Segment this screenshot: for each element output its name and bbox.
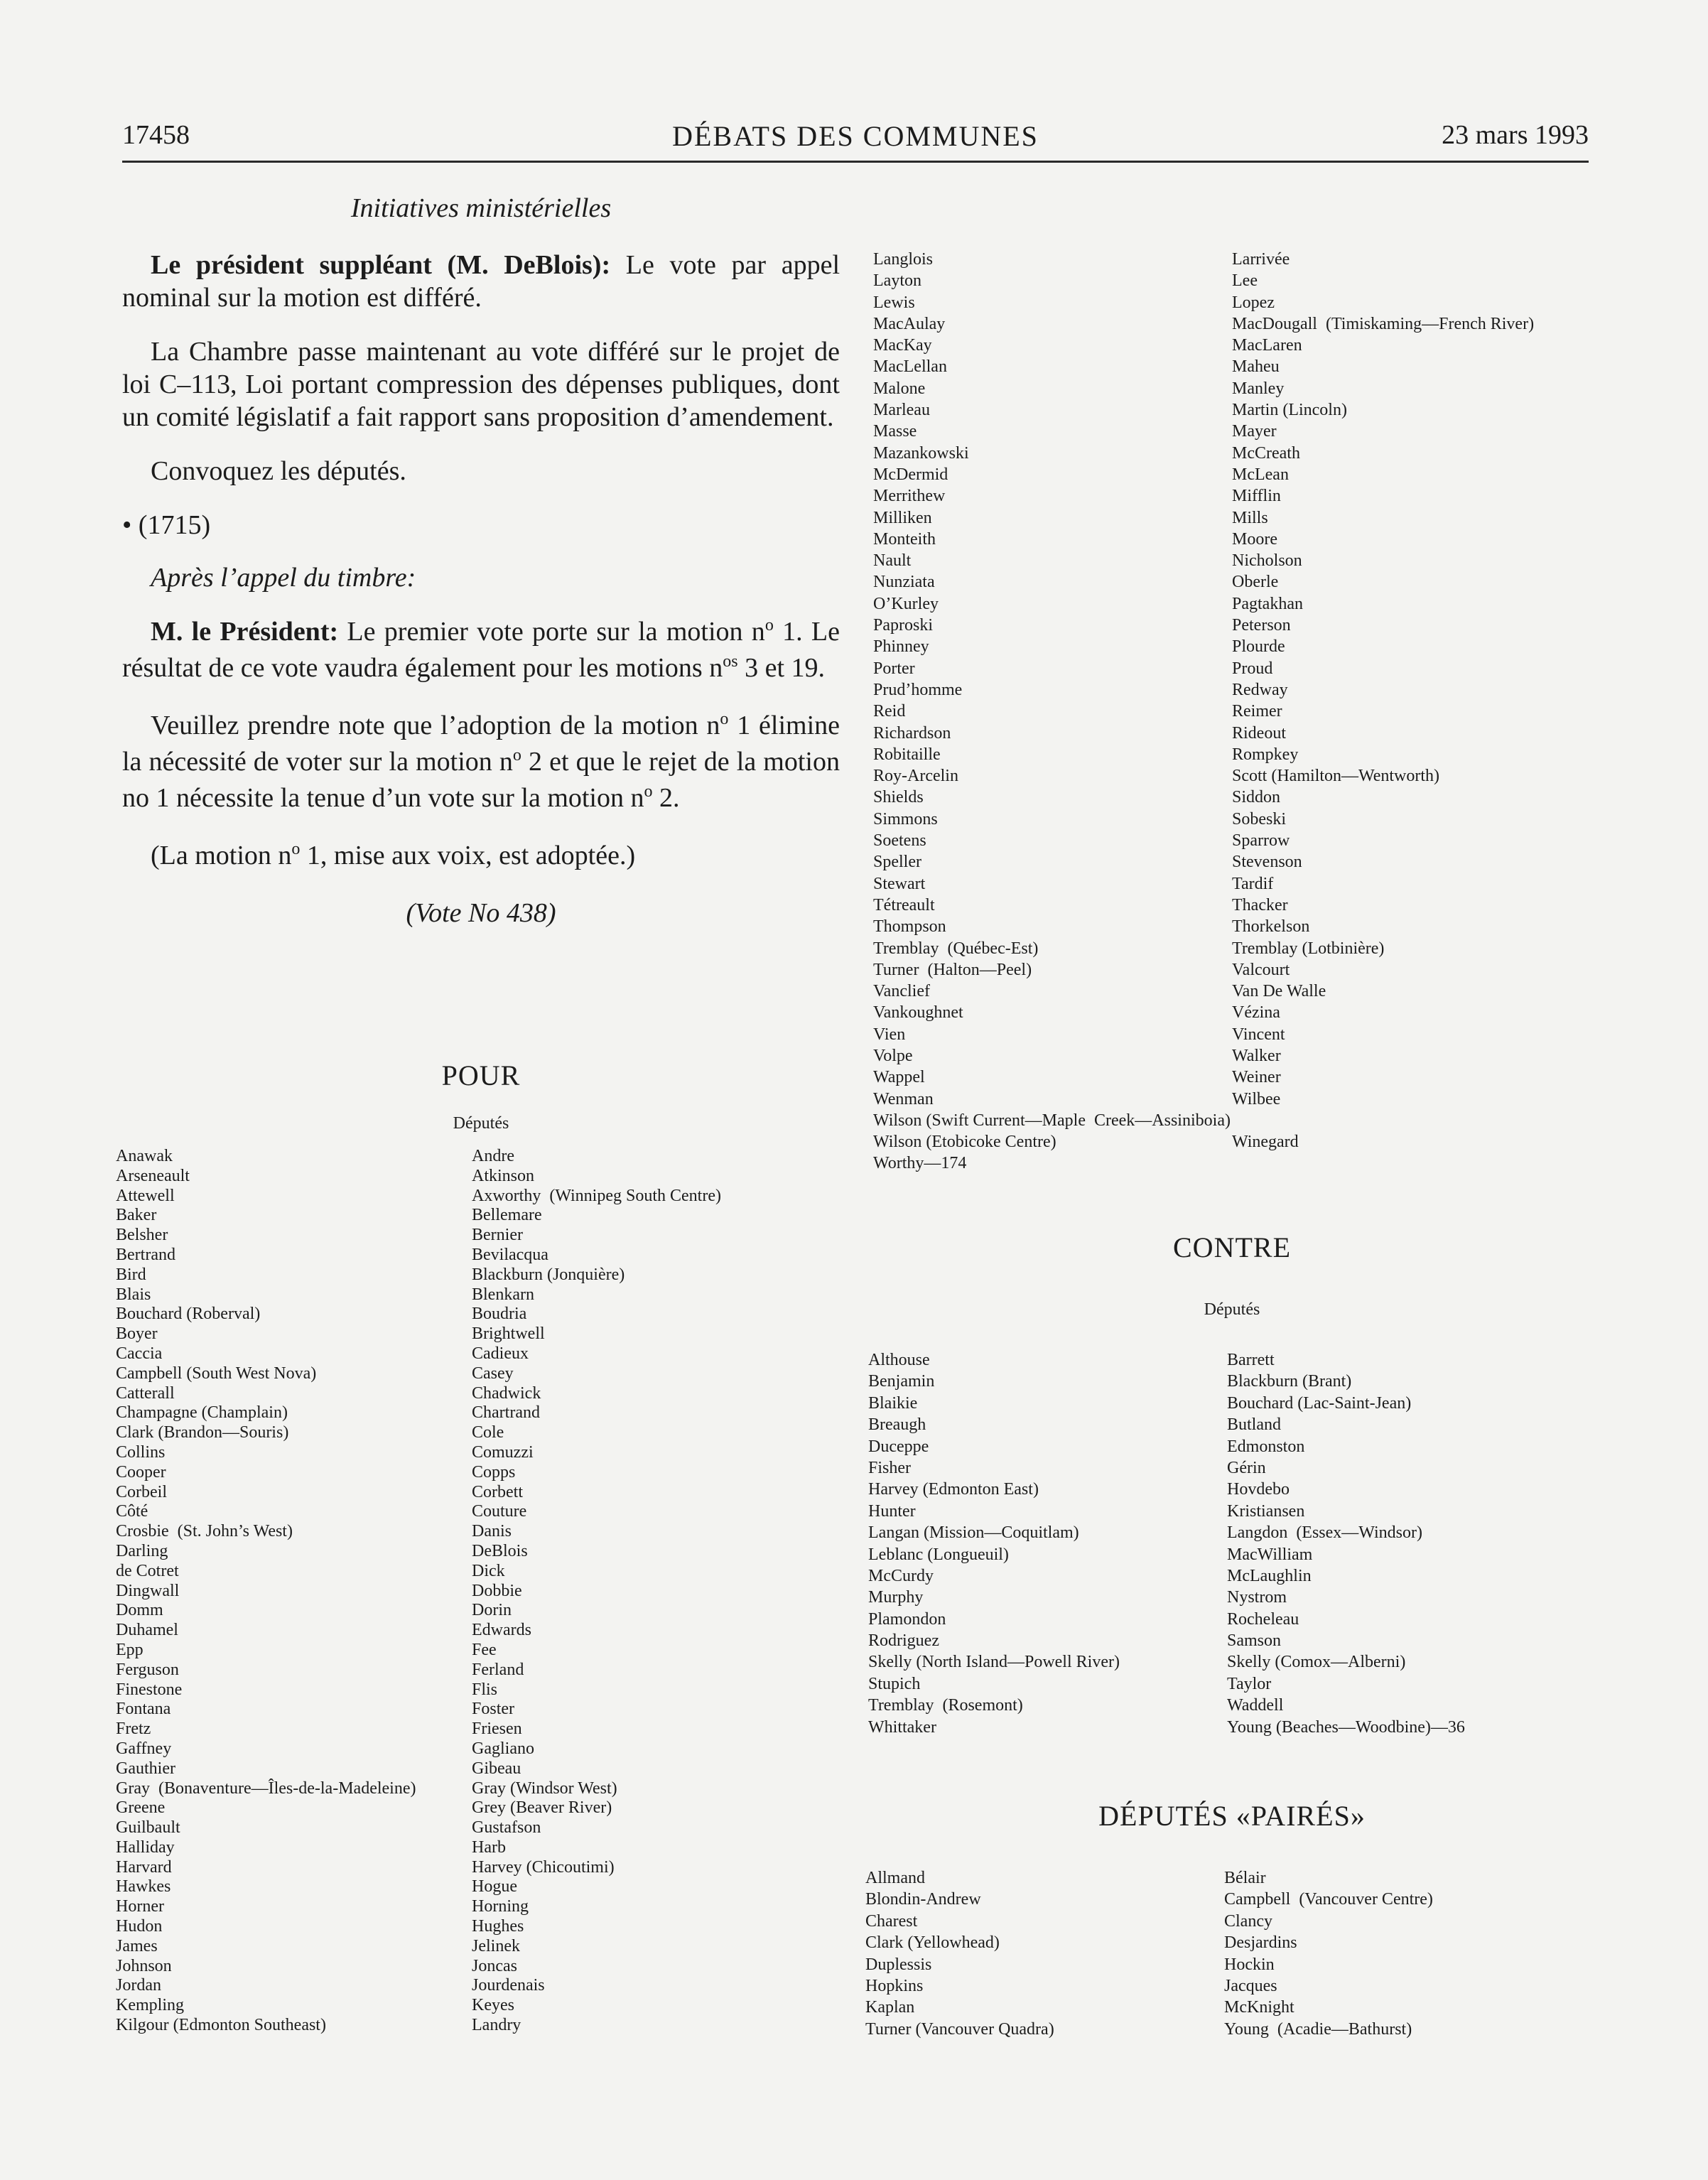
paragraph-note — [122, 709, 840, 818]
member-name: Allmand — [865, 1869, 925, 1887]
member-name: Nault — [873, 551, 912, 571]
page-number: 17458 — [122, 120, 190, 150]
member-name: Tremblay (Québec-Est) — [873, 939, 1039, 958]
member-name: Shields — [873, 788, 924, 807]
member-name: Van De Walle — [1232, 982, 1326, 1001]
member-name: Siddon — [1232, 788, 1281, 807]
member-name: Redway — [1232, 680, 1288, 699]
member-name: Pagtakhan — [1232, 594, 1303, 613]
member-name: Maheu — [1232, 357, 1280, 377]
member-name: McCurdy — [868, 1566, 934, 1585]
member-name: Cooper — [116, 1462, 166, 1482]
member-name: Dingwall — [116, 1581, 180, 1600]
contre-subheading: Députés — [1204, 1300, 1260, 1319]
member-name: Lee — [1232, 271, 1258, 291]
member-name: Gustafson — [472, 1818, 541, 1838]
member-name: Desjardins — [1224, 1933, 1297, 1953]
member-name: Prud’homme — [873, 680, 963, 699]
member-name: Milliken — [873, 508, 932, 527]
member-name: Masse — [873, 422, 917, 441]
speech-text: Le premier vote porte sur la motion n — [338, 617, 765, 647]
member-name: Lewis — [873, 293, 915, 312]
member-name: Tremblay (Lotbinière) — [1232, 939, 1385, 958]
member-name: Axworthy (Winnipeg South Centre) — [472, 1186, 721, 1205]
member-name: McKnight — [1224, 1998, 1294, 2017]
member-name: Kilgour (Edmonton Southeast) — [116, 2016, 326, 2035]
member-name: Winegard — [1232, 1133, 1299, 1152]
member-name: Hudon — [116, 1917, 163, 1936]
member-name: Reimer — [1232, 702, 1282, 721]
member-name: Boyer — [116, 1324, 158, 1344]
member-name: Gray (Windsor West) — [472, 1779, 617, 1798]
member-name: Kaplan — [865, 1998, 915, 2017]
paires-column-1 — [865, 1869, 1054, 2041]
member-name: Leblanc (Longueuil) — [868, 1545, 1009, 1564]
member-name: Guilbault — [116, 1818, 180, 1838]
member-name: Soetens — [873, 831, 926, 851]
member-name: Mayer — [1232, 422, 1277, 441]
member-name: Reid — [873, 702, 906, 721]
member-name: Tremblay (Rosemont) — [868, 1696, 1023, 1715]
paragraph-after-bell: Après l’appel du timbre: — [151, 563, 416, 593]
member-name: Oberle — [1232, 573, 1279, 592]
speech-text: (La motion n — [151, 841, 292, 870]
member-name: Monteith — [873, 529, 936, 549]
member-name: Gérin — [1227, 1458, 1266, 1477]
member-name: Walker — [1232, 1046, 1281, 1065]
member-name: Clark (Yellowhead) — [865, 1933, 1000, 1953]
issue-date: 23 mars 1993 — [1442, 120, 1589, 150]
speech-text: 3 et 19. — [737, 653, 826, 683]
speaker-name: M. le Président: — [151, 617, 339, 647]
member-name: MacLaren — [1232, 336, 1302, 355]
member-name: Langlois — [873, 250, 933, 269]
member-name: Ferguson — [116, 1660, 179, 1679]
pour-column-3 — [873, 250, 1231, 1176]
member-name: Vien — [873, 1025, 906, 1044]
member-name: Catterall — [116, 1383, 175, 1403]
member-name: Bertrand — [116, 1245, 175, 1264]
member-name: Blackburn (Brant) — [1227, 1372, 1352, 1391]
member-name: Fisher — [868, 1458, 911, 1477]
member-name: Weiner — [1232, 1068, 1281, 1087]
member-name: Baker — [116, 1206, 157, 1225]
member-name: Epp — [116, 1640, 144, 1659]
member-name: McCreath — [1232, 443, 1300, 463]
speech-text: 2. — [652, 783, 680, 813]
member-name: Foster — [472, 1700, 514, 1719]
member-name: Roy-Arcelin — [873, 767, 958, 786]
member-name: Worthy—174 — [873, 1154, 967, 1173]
contre-column-1 — [868, 1351, 1120, 1739]
member-name: Murphy — [868, 1588, 924, 1607]
member-name: Fretz — [116, 1720, 151, 1739]
member-name: Hockin — [1224, 1955, 1275, 1974]
member-name: Edmonston — [1227, 1437, 1305, 1456]
member-name: Nicholson — [1232, 551, 1302, 571]
member-name: Hawkes — [116, 1877, 171, 1896]
member-name: Rideout — [1232, 723, 1286, 743]
member-name: Duplessis — [865, 1955, 932, 1974]
member-name: O’Kurley — [873, 594, 939, 613]
member-name: Clancy — [1224, 1911, 1272, 1931]
member-name: Horning — [472, 1897, 529, 1916]
member-name: Grey (Beaver River) — [472, 1798, 612, 1818]
member-name: Jourdenais — [472, 1976, 545, 1995]
member-name: Rocheleau — [1227, 1609, 1299, 1629]
journal-title: DÉBATS DES COMMUNES — [672, 120, 1039, 152]
member-name: Hughes — [472, 1917, 524, 1936]
member-name: de Cotret — [116, 1561, 179, 1580]
speech-text: Le vote par appel nominal sur la motion est différé. — [122, 250, 840, 313]
member-name: Thacker — [1232, 895, 1288, 914]
member-name: Blackburn (Jonquière) — [472, 1265, 625, 1284]
member-name: Gray (Bonaventure—Îles-de-la-Madeleine) — [116, 1779, 416, 1798]
member-name: Young (Acadie—Bathurst) — [1224, 2019, 1412, 2039]
member-name: Halliday — [116, 1838, 175, 1857]
member-name: Arseneault — [116, 1166, 190, 1185]
member-name: Fee — [472, 1640, 497, 1659]
member-name: Rodriguez — [868, 1631, 939, 1651]
member-name: Sobeski — [1232, 809, 1287, 829]
member-name: Blais — [116, 1285, 151, 1304]
contre-column-2 — [1227, 1351, 1465, 1739]
member-name: Ferland — [472, 1660, 524, 1679]
member-name: Landry — [472, 2016, 521, 2035]
member-name: Sparrow — [1232, 831, 1290, 851]
member-name: Couture — [472, 1502, 527, 1521]
member-name: Harvey (Edmonton East) — [868, 1480, 1039, 1499]
member-name: Valcourt — [1232, 960, 1290, 979]
member-name: Cadieux — [472, 1344, 529, 1363]
member-name: McLean — [1232, 465, 1289, 484]
member-name: Butland — [1227, 1415, 1281, 1435]
member-name: Mills — [1232, 508, 1268, 527]
member-name: Corbett — [472, 1482, 523, 1501]
member-name: Langdon (Essex—Windsor) — [1227, 1523, 1422, 1543]
member-name: Malone — [873, 379, 926, 398]
member-name: Joncas — [472, 1956, 517, 1975]
member-name: Taylor — [1227, 1674, 1272, 1693]
member-name: Kempling — [116, 1996, 184, 2015]
member-name: Turner (Halton—Peel) — [873, 960, 1032, 979]
header-rule — [122, 161, 1589, 163]
speech-text: 1, mise aux voix, est adoptée.) — [300, 841, 636, 870]
paragraph-motion-adopted — [122, 839, 840, 875]
member-name: Collins — [116, 1442, 166, 1462]
member-name: Simmons — [873, 809, 938, 829]
member-name: Copps — [472, 1462, 516, 1482]
member-name: Greene — [116, 1798, 166, 1818]
member-name: Harvard — [116, 1857, 172, 1877]
member-name: Vincent — [1232, 1025, 1285, 1044]
time-stamp: • (1715) — [122, 510, 211, 540]
member-name: Bouchard (Roberval) — [116, 1305, 261, 1324]
section-heading: Initiatives ministérielles — [350, 193, 612, 223]
member-name: Boudria — [472, 1305, 527, 1324]
paragraph-speaker-deblois — [122, 249, 840, 314]
member-name: James — [116, 1936, 158, 1955]
superscript: o — [764, 616, 774, 635]
member-name: Nystrom — [1227, 1588, 1287, 1607]
member-name: Attewell — [116, 1186, 175, 1205]
member-name: MacAulay — [873, 314, 946, 333]
member-name: Duceppe — [868, 1437, 929, 1456]
vote-number: (Vote No 438) — [406, 898, 556, 928]
member-name: Thorkelson — [1232, 917, 1310, 937]
member-name: Hunter — [868, 1501, 916, 1521]
member-name: Campbell (Vancouver Centre) — [1224, 1890, 1433, 1909]
member-name: Mifflin — [1232, 487, 1281, 506]
member-name: Côté — [116, 1502, 148, 1521]
member-name: Cole — [472, 1423, 504, 1442]
member-name: Barrett — [1227, 1351, 1275, 1369]
member-name: DeBlois — [472, 1541, 528, 1560]
member-name: Scott (Hamilton—Wentworth) — [1232, 767, 1440, 786]
member-name: Layton — [873, 271, 921, 291]
speech-text: 1 élimine la nécessité de voter sur la motion n — [122, 711, 840, 777]
member-name: Jacques — [1224, 1976, 1277, 1995]
member-name: Vanclief — [873, 982, 930, 1001]
member-name: Turner (Vancouver Quadra) — [865, 2019, 1054, 2039]
member-name: Young (Beaches—Woodbine)—36 — [1227, 1717, 1465, 1737]
member-name: Flis — [472, 1680, 498, 1699]
pour-heading: POUR — [441, 1059, 521, 1091]
member-name: Darling — [116, 1541, 168, 1560]
member-name: Mazankowski — [873, 443, 969, 463]
member-name: Langan (Mission—Coquitlam) — [868, 1523, 1079, 1543]
member-name: Finestone — [116, 1680, 183, 1699]
member-name: MacKay — [873, 336, 932, 355]
member-name: Harb — [472, 1838, 506, 1857]
member-name: Dick — [472, 1561, 505, 1580]
superscript: os — [723, 652, 738, 671]
member-name: Richardson — [873, 723, 951, 743]
member-name: Peterson — [1232, 616, 1291, 635]
member-name: Jelinek — [472, 1936, 520, 1955]
member-name: Hopkins — [865, 1976, 924, 1995]
member-name: Andre — [472, 1147, 514, 1165]
member-name: Rompkey — [1232, 745, 1299, 764]
member-name: Kristiansen — [1227, 1501, 1305, 1521]
superscript: o — [291, 840, 301, 858]
member-name: Blondin-Andrew — [865, 1890, 981, 1909]
member-name: Thompson — [873, 917, 946, 937]
superscript: o — [720, 710, 729, 728]
member-name: Gauthier — [116, 1759, 175, 1778]
member-name: Plourde — [1232, 637, 1285, 657]
member-name: Dobbie — [472, 1581, 522, 1600]
member-name: Benjamin — [868, 1372, 935, 1391]
member-name: Belsher — [116, 1226, 168, 1245]
member-name: Paproski — [873, 616, 933, 635]
member-name: Manley — [1232, 379, 1285, 398]
member-name: Crosbie (St. John’s West) — [116, 1522, 293, 1541]
member-name: Phinney — [873, 637, 929, 657]
member-name: Speller — [873, 853, 921, 872]
member-name: Gaffney — [116, 1739, 172, 1758]
member-name: Moore — [1232, 529, 1277, 549]
member-name: Plamondon — [868, 1609, 946, 1629]
pour-subheading: Députés — [453, 1114, 509, 1133]
member-name: Keyes — [472, 1996, 514, 2015]
member-name: Duhamel — [116, 1621, 178, 1640]
speaker-name: Le président suppléant (M. DeBlois): — [151, 250, 611, 280]
member-name: Edwards — [472, 1621, 531, 1640]
member-name: Brightwell — [472, 1324, 545, 1344]
member-name: Skelly (Comox—Alberni) — [1227, 1653, 1406, 1672]
member-name: Waddell — [1227, 1696, 1284, 1715]
member-name: Wilbee — [1232, 1089, 1281, 1108]
member-name: Proud — [1232, 659, 1273, 678]
member-name: Friesen — [472, 1720, 522, 1739]
member-name: Porter — [873, 659, 915, 678]
member-name: Martin (Lincoln) — [1232, 401, 1347, 420]
member-name: Chartrand — [472, 1403, 540, 1423]
member-name: Blenkarn — [472, 1285, 534, 1304]
contre-heading: CONTRE — [1173, 1231, 1291, 1263]
member-name: Anawak — [116, 1147, 173, 1165]
member-name: Larrivée — [1232, 250, 1290, 269]
member-name — [1232, 1111, 1534, 1133]
speech-text: 1. Le résultat de ce vote vaudra également pour les motions n — [122, 617, 840, 683]
member-name: Jordan — [116, 1976, 161, 1995]
member-name: Clark (Brandon—Souris) — [116, 1423, 289, 1442]
member-name: Tétreault — [873, 895, 935, 914]
member-name: Champagne (Champlain) — [116, 1403, 288, 1423]
member-name: Blaikie — [868, 1393, 918, 1413]
member-name: Vankoughnet — [873, 1003, 963, 1022]
member-name: Casey — [472, 1364, 514, 1383]
member-name: Lopez — [1232, 293, 1275, 312]
member-name: Dorin — [472, 1601, 512, 1620]
member-name: Fontana — [116, 1700, 171, 1719]
paires-column-2 — [1224, 1869, 1433, 2041]
proceedings-text — [122, 192, 840, 951]
member-name: Danis — [472, 1522, 512, 1541]
member-name: Campbell (South West Nova) — [116, 1364, 317, 1383]
paires-heading: DÉPUTÉS «PAIRÉS» — [1098, 1800, 1366, 1832]
member-name: Bélair — [1224, 1869, 1266, 1887]
member-name: McDermid — [873, 465, 948, 484]
member-name: Comuzzi — [472, 1442, 534, 1462]
member-name: Samson — [1227, 1631, 1282, 1651]
member-name: Wilson (Etobicoke Centre) — [873, 1133, 1056, 1152]
member-name: Vézina — [1232, 1003, 1280, 1022]
member-name: Stupich — [868, 1674, 921, 1693]
member-name: Corbeil — [116, 1482, 167, 1501]
member-name: Johnson — [116, 1956, 172, 1975]
member-name: Althouse — [868, 1351, 930, 1369]
pour-column-2 — [472, 1147, 721, 2036]
member-name: Nunziata — [873, 573, 935, 592]
member-name: Atkinson — [472, 1166, 535, 1185]
paragraph-speaker-president — [122, 615, 840, 688]
member-name: Bevilacqua — [472, 1245, 548, 1264]
member-name: Gibeau — [472, 1759, 521, 1778]
member-name: Bouchard (Lac-Saint-Jean) — [1227, 1393, 1412, 1413]
member-name: Tardif — [1232, 874, 1274, 893]
member-name: Charest — [865, 1911, 918, 1931]
member-name: Stewart — [873, 874, 926, 893]
member-name: Gagliano — [472, 1739, 534, 1758]
member-name: Caccia — [116, 1344, 163, 1363]
member-name: Breaugh — [868, 1415, 926, 1435]
member-name: Wenman — [873, 1089, 934, 1108]
speech-text: 2 et que le rejet de la motion no 1 nécessite la tenue d’un vote sur la motion n — [122, 747, 840, 813]
member-name: Skelly (North Island—Powell River) — [868, 1653, 1120, 1672]
member-name: MacLellan — [873, 357, 947, 377]
speech-text: Veuillez prendre note que l’adoption de la motion n — [151, 711, 720, 740]
member-name: McLaughlin — [1227, 1566, 1312, 1585]
member-name: MacDougall (Timiskaming—French River) — [1232, 314, 1535, 333]
member-name: Whittaker — [868, 1717, 936, 1737]
member-name: Hogue — [472, 1877, 517, 1896]
pour-column-4 — [1232, 250, 1534, 1154]
member-name: Bird — [116, 1265, 146, 1284]
member-name: Stevenson — [1232, 853, 1302, 872]
member-name: Chadwick — [472, 1383, 541, 1403]
member-name: Bellemare — [472, 1206, 542, 1225]
member-name: Bernier — [472, 1226, 523, 1245]
member-name: Marleau — [873, 401, 930, 420]
paragraph-deferred-vote: La Chambre passe maintenant au vote différé sur le projet de loi C–113, Loi portant compression des dépenses publiques, dont un comité législatif a fait rapport sans proposition d’amendement. — [122, 337, 840, 432]
member-name: Horner — [116, 1897, 164, 1916]
member-name: Volpe — [873, 1046, 913, 1065]
member-name: Hovdebo — [1227, 1480, 1290, 1499]
member-name: Harvey (Chicoutimi) — [472, 1857, 615, 1877]
superscript: o — [644, 782, 653, 801]
member-name: Wilson (Swift Current—Maple Creek—Assiniboia) — [873, 1111, 1231, 1130]
member-name: Robitaille — [873, 745, 941, 764]
superscript: o — [512, 746, 521, 765]
pour-column-1 — [116, 1147, 416, 2036]
page-header — [122, 119, 1589, 162]
paragraph-call-members: Convoquez les députés. — [151, 456, 406, 486]
member-name: Wappel — [873, 1068, 925, 1087]
member-name: Domm — [116, 1601, 163, 1620]
member-name: MacWilliam — [1227, 1545, 1313, 1564]
member-name: Merrithew — [873, 487, 946, 506]
